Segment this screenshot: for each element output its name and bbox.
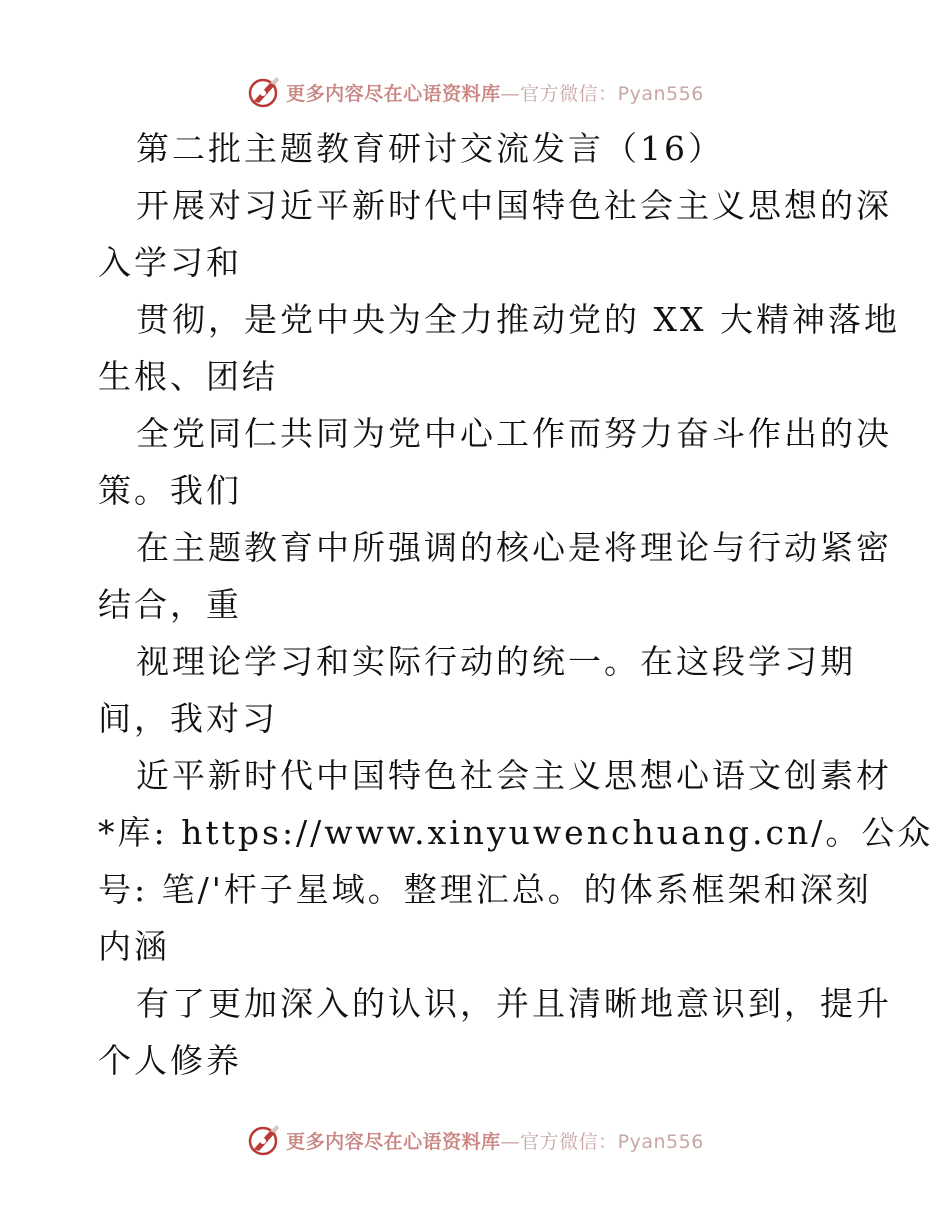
doc-line: *库: https://www.xinyuwenchuang.cn/。公众 xyxy=(98,813,934,852)
pen-logo-icon xyxy=(246,1122,282,1158)
banner-wechat: —官方微信：Pyan556 xyxy=(500,82,704,105)
banner-title: 更多内容尽在心语资料库 xyxy=(286,1130,501,1153)
doc-line: 近平新时代中国特色社会主义思想心语文创素材 xyxy=(136,756,892,795)
doc-line: 生根、团结 xyxy=(98,357,278,396)
doc-title: 第二批主题教育研讨交流发言（16） xyxy=(136,129,724,168)
doc-line: 内涵 xyxy=(98,927,170,966)
doc-line: 开展对习近平新时代中国特色社会主义思想的深 xyxy=(136,186,892,225)
doc-line: 视理论学习和实际行动的统一。在这段学习期 xyxy=(136,642,856,681)
footer-banner xyxy=(0,1120,950,1160)
banner-title: 更多内容尽在心语资料库 xyxy=(286,82,501,105)
doc-line: 结合，重 xyxy=(98,585,242,624)
doc-line: 策。我们 xyxy=(98,471,242,510)
header-banner xyxy=(0,72,950,112)
doc-line: 间，我对习 xyxy=(98,699,278,738)
doc-line: 贯彻，是党中央为全力推动党的 XX 大精神落地 xyxy=(136,300,900,339)
doc-line: 个人修养 xyxy=(98,1041,242,1080)
doc-line: 入学习和 xyxy=(98,243,242,282)
doc-line: 全党同仁共同为党中心工作而努力奋斗作出的决 xyxy=(136,414,892,453)
document-body xyxy=(98,120,934,1089)
doc-line: 在主题教育中所强调的核心是将理论与行动紧密 xyxy=(136,528,892,567)
banner-wechat: —官方微信：Pyan556 xyxy=(500,1130,704,1153)
pen-logo-icon xyxy=(246,74,282,110)
doc-line: 号: 笔/'杆子星域。整理汇总。的体系框架和深刻 xyxy=(98,870,872,909)
doc-line: 有了更加深入的认识，并且清晰地意识到，提升 xyxy=(136,984,892,1023)
